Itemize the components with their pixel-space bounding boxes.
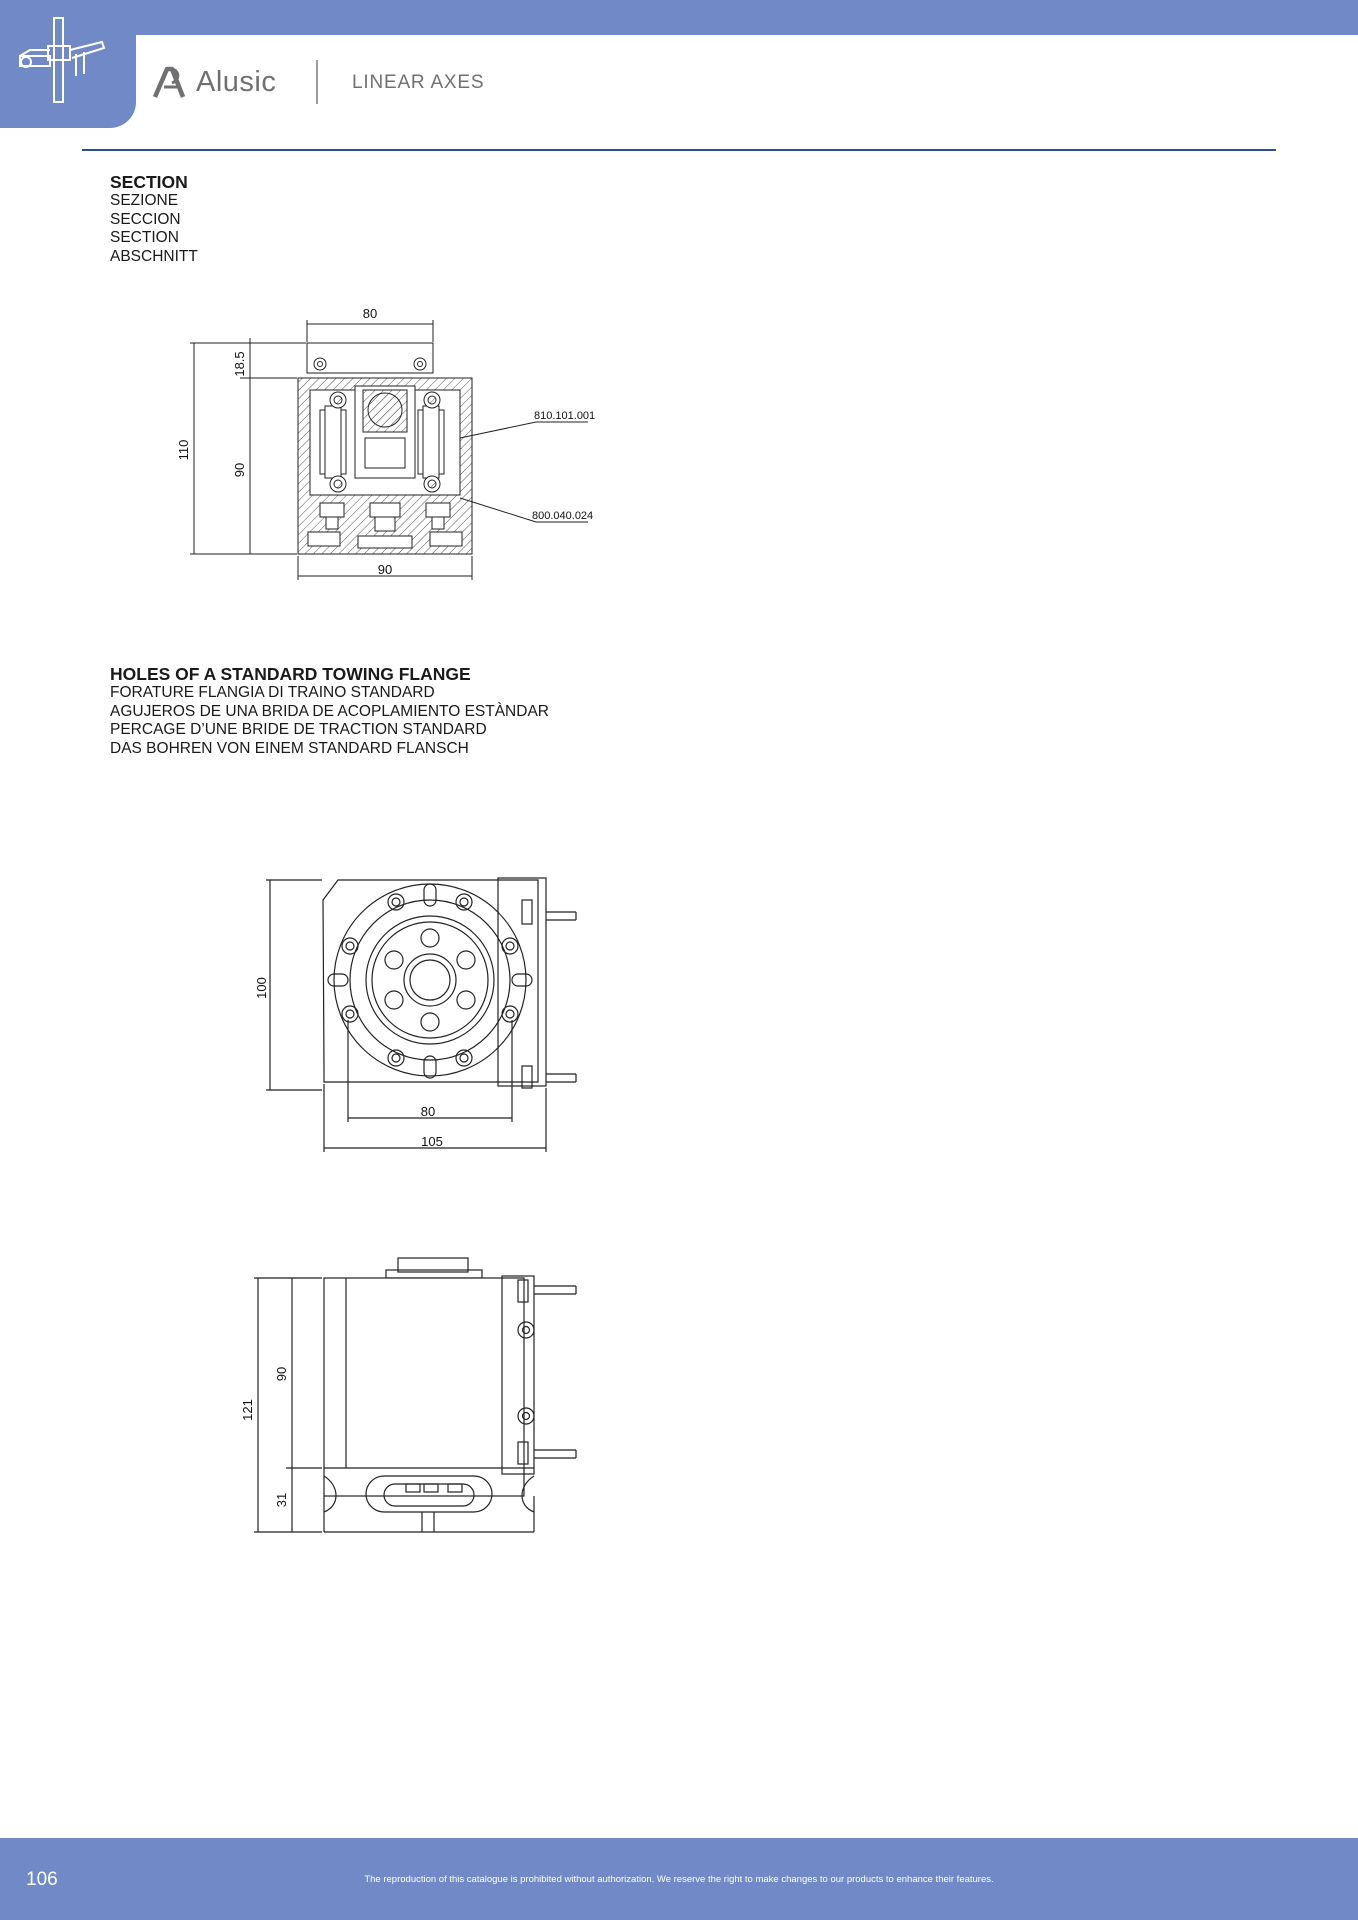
header-band [0,0,1358,35]
header-corner-block [0,0,136,128]
linear-axis-icon [14,16,108,106]
dim-side-body-height: 90 [274,1366,289,1382]
dim-top-height: 18.5 [232,351,247,377]
dim-total-height: 110 [176,439,191,461]
page-category: LINEAR AXES [352,72,485,93]
section-translation: SEZIONE [110,192,179,209]
section-title: SECTION [110,172,188,192]
footer-note: The reproduction of this catalogue is prohibited without authorization. We reserve the right to make changes to our products to enhance their features. [364,1874,994,1885]
dim-flange-width: 105 [421,1134,443,1149]
dim-side-base-height: 31 [274,1492,289,1508]
flange-drawing [248,870,588,1160]
flange-heading [110,664,549,758]
brand-logo [152,62,276,102]
part-ref: 810.101.001 [534,410,596,422]
section-translation: SECTION [110,229,179,246]
section-translation: ABSCHNITT [110,247,198,265]
brand-name: Alusic [196,65,277,98]
page-number: 106 [26,1869,58,1890]
flange-translation: DAS BOHREN VON EINEM STANDARD FLANSCH [110,739,469,757]
section-translation: SECCION [110,210,181,228]
alusic-logo-mark [152,65,186,99]
dim-body-height: 90 [232,462,247,478]
section-heading [110,172,198,266]
part-ref: 800.040.024 [532,510,594,522]
section-drawing [170,298,610,588]
side-drawing [236,1250,596,1540]
header-rule [82,149,1276,151]
flange-title: HOLES OF A STANDARD TOWING FLANGE [110,664,471,684]
header-separator [316,60,318,104]
flange-translation: FORATURE FLANGIA DI TRAINO STANDARD [110,684,435,701]
dim-side-total-height: 121 [240,1399,255,1421]
dim-bottom-width: 90 [377,562,393,577]
dim-hole-spacing: 80 [420,1104,436,1119]
flange-translation: AGUJEROS DE UNA BRIDA DE ACOPLAMIENTO ESTÀNDAR [110,702,549,720]
dim-top-width: 80 [362,306,378,321]
dim-flange-height: 100 [254,977,269,999]
flange-translation: PERCAGE D’UNE BRIDE DE TRACTION STANDARD [110,721,487,738]
